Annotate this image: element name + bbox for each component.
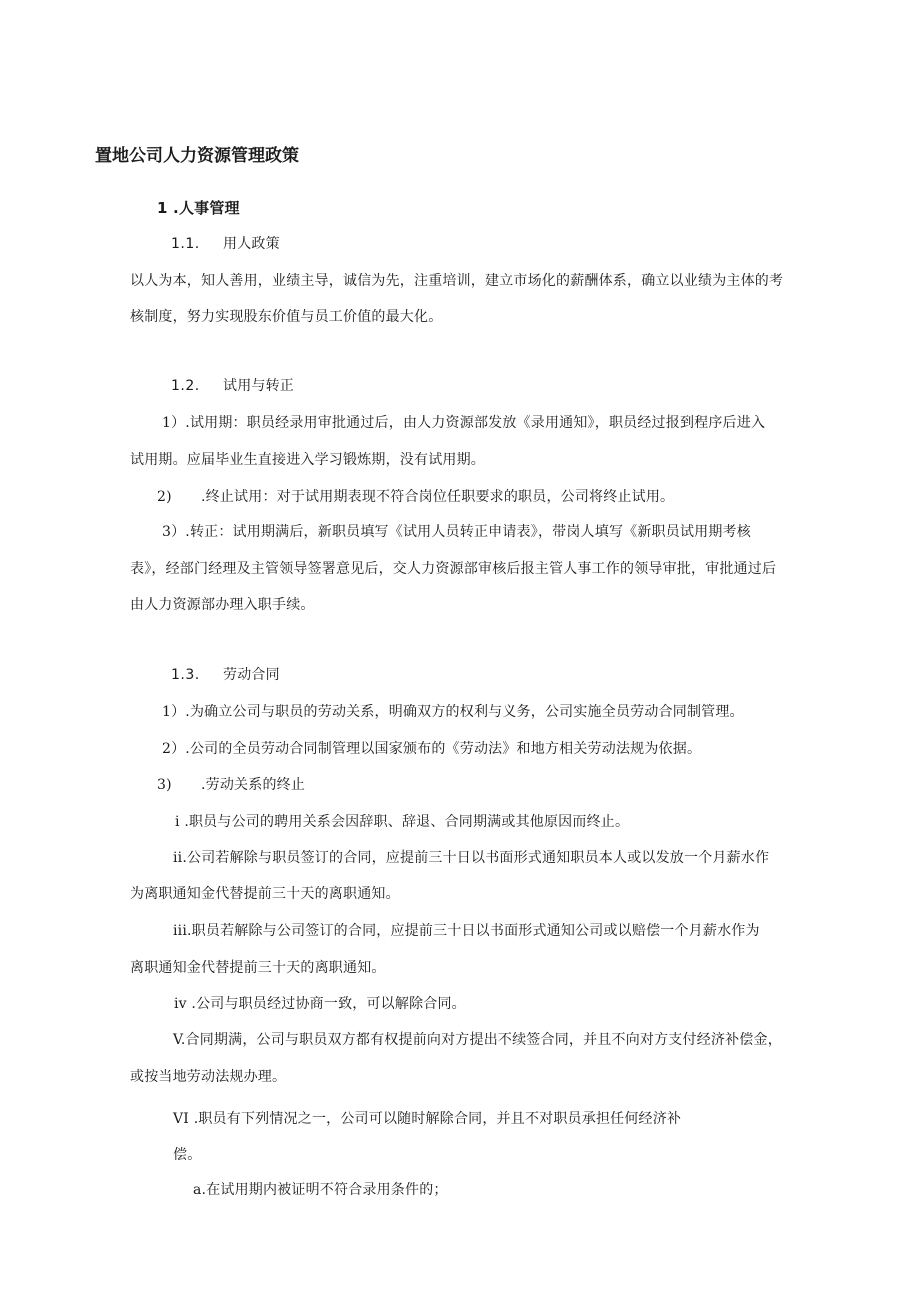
list-item-line: 表》，经部门经理及主管领导签署意见后，交人力资源部审核后报主管人事工作的领导审批，审批通过后 [130, 561, 777, 577]
subsection-number: 1.2. [171, 378, 200, 394]
roman-item-line: VI .职员有下列情况之一，公司可以随时解除合同，并且不对职员承担任何经济补 [173, 1111, 682, 1127]
roman-item-line: i .职员与公司的聘用关系会因辞职、辞退、合同期满或其他原因而终止。 [175, 814, 630, 830]
roman-item-line: iv .公司与职员经过协商一致，可以解除合同。 [174, 996, 466, 1012]
list-item-line: 3）.转正：试用期满后，新职员填写《试用人员转正申请表》，带岗人填写《新职员试用期考核 [162, 524, 751, 540]
paragraph-line: 以人为本，知人善用，业绩主导，诚信为先，注重培训，建立市场化的薪酬体系，确立以业绩为主体的考 [130, 273, 784, 289]
subsection-1-2-heading [171, 377, 294, 395]
subsection-label: 劳动合同 [223, 667, 280, 683]
subsection-label: 用人政策 [223, 236, 280, 252]
list-item-number: 2) [157, 489, 172, 505]
list-item-line: 试用期。应届毕业生直接进入学习锻炼期，没有试用期。 [130, 452, 485, 468]
list-item-line: 1）.试用期：职员经录用审批通过后，由人力资源部发放《录用通知》，职员经过报到程序后进入 [162, 415, 766, 431]
subsection-label: 试用与转正 [223, 378, 294, 394]
subsection-number: 1.1. [171, 236, 200, 252]
page-title: 置地公司人力资源管理政策 [95, 146, 299, 166]
roman-item-line: 偿。 [173, 1147, 202, 1163]
roman-item-line: ii.公司若解除与职员签订的合同，应提前三十日以书面形式通知职员本人或以发放一个月薪水作 [173, 850, 770, 866]
list-item-line: 由人力资源部办理入职手续。 [130, 597, 315, 613]
list-item-text: .终止试用：对于试用期表现不符合岗位任职要求的职员，公司将终止试用。 [201, 489, 675, 505]
list-item-line: 1）.为确立公司与职员的劳动关系，明确双方的权利与义务，公司实施全员劳动合同制管理。 [162, 704, 744, 720]
roman-item-line: 离职通知金代替提前三十天的离职通知。 [130, 960, 386, 976]
roman-item-line: V.合同期满，公司与职员双方都有权提前向对方提出不续签合同，并且不向对方支付经济补偿金， [173, 1032, 782, 1048]
list-item-line: 2）.公司的全员劳动合同制管理以国家颁布的《劳动法》和地方相关劳动法规为依据。 [162, 741, 702, 757]
paragraph-line: 核制度，努力实现股东价值与员工价值的最大化。 [130, 309, 443, 325]
roman-item-line: iii.职员若解除与公司签订的合同，应提前三十日以书面形式通知公司或以赔偿一个月薪水作为 [173, 923, 760, 939]
subsection-1-3-heading [171, 666, 280, 684]
roman-item-line: 或按当地劳动法规办理。 [130, 1069, 287, 1085]
subsection-1-1-heading [171, 235, 280, 253]
roman-item-line: 为离职通知金代替提前三十天的离职通知。 [130, 886, 400, 902]
letter-item-line: a.在试用期内被证明不符合录用条件的； [193, 1182, 448, 1198]
subsection-number: 1.3. [171, 667, 200, 683]
list-item-number: 3) [157, 777, 172, 793]
list-item-text: .劳动关系的终止 [201, 777, 306, 793]
section-heading-personnel: 1 .人事管理 [157, 199, 240, 217]
